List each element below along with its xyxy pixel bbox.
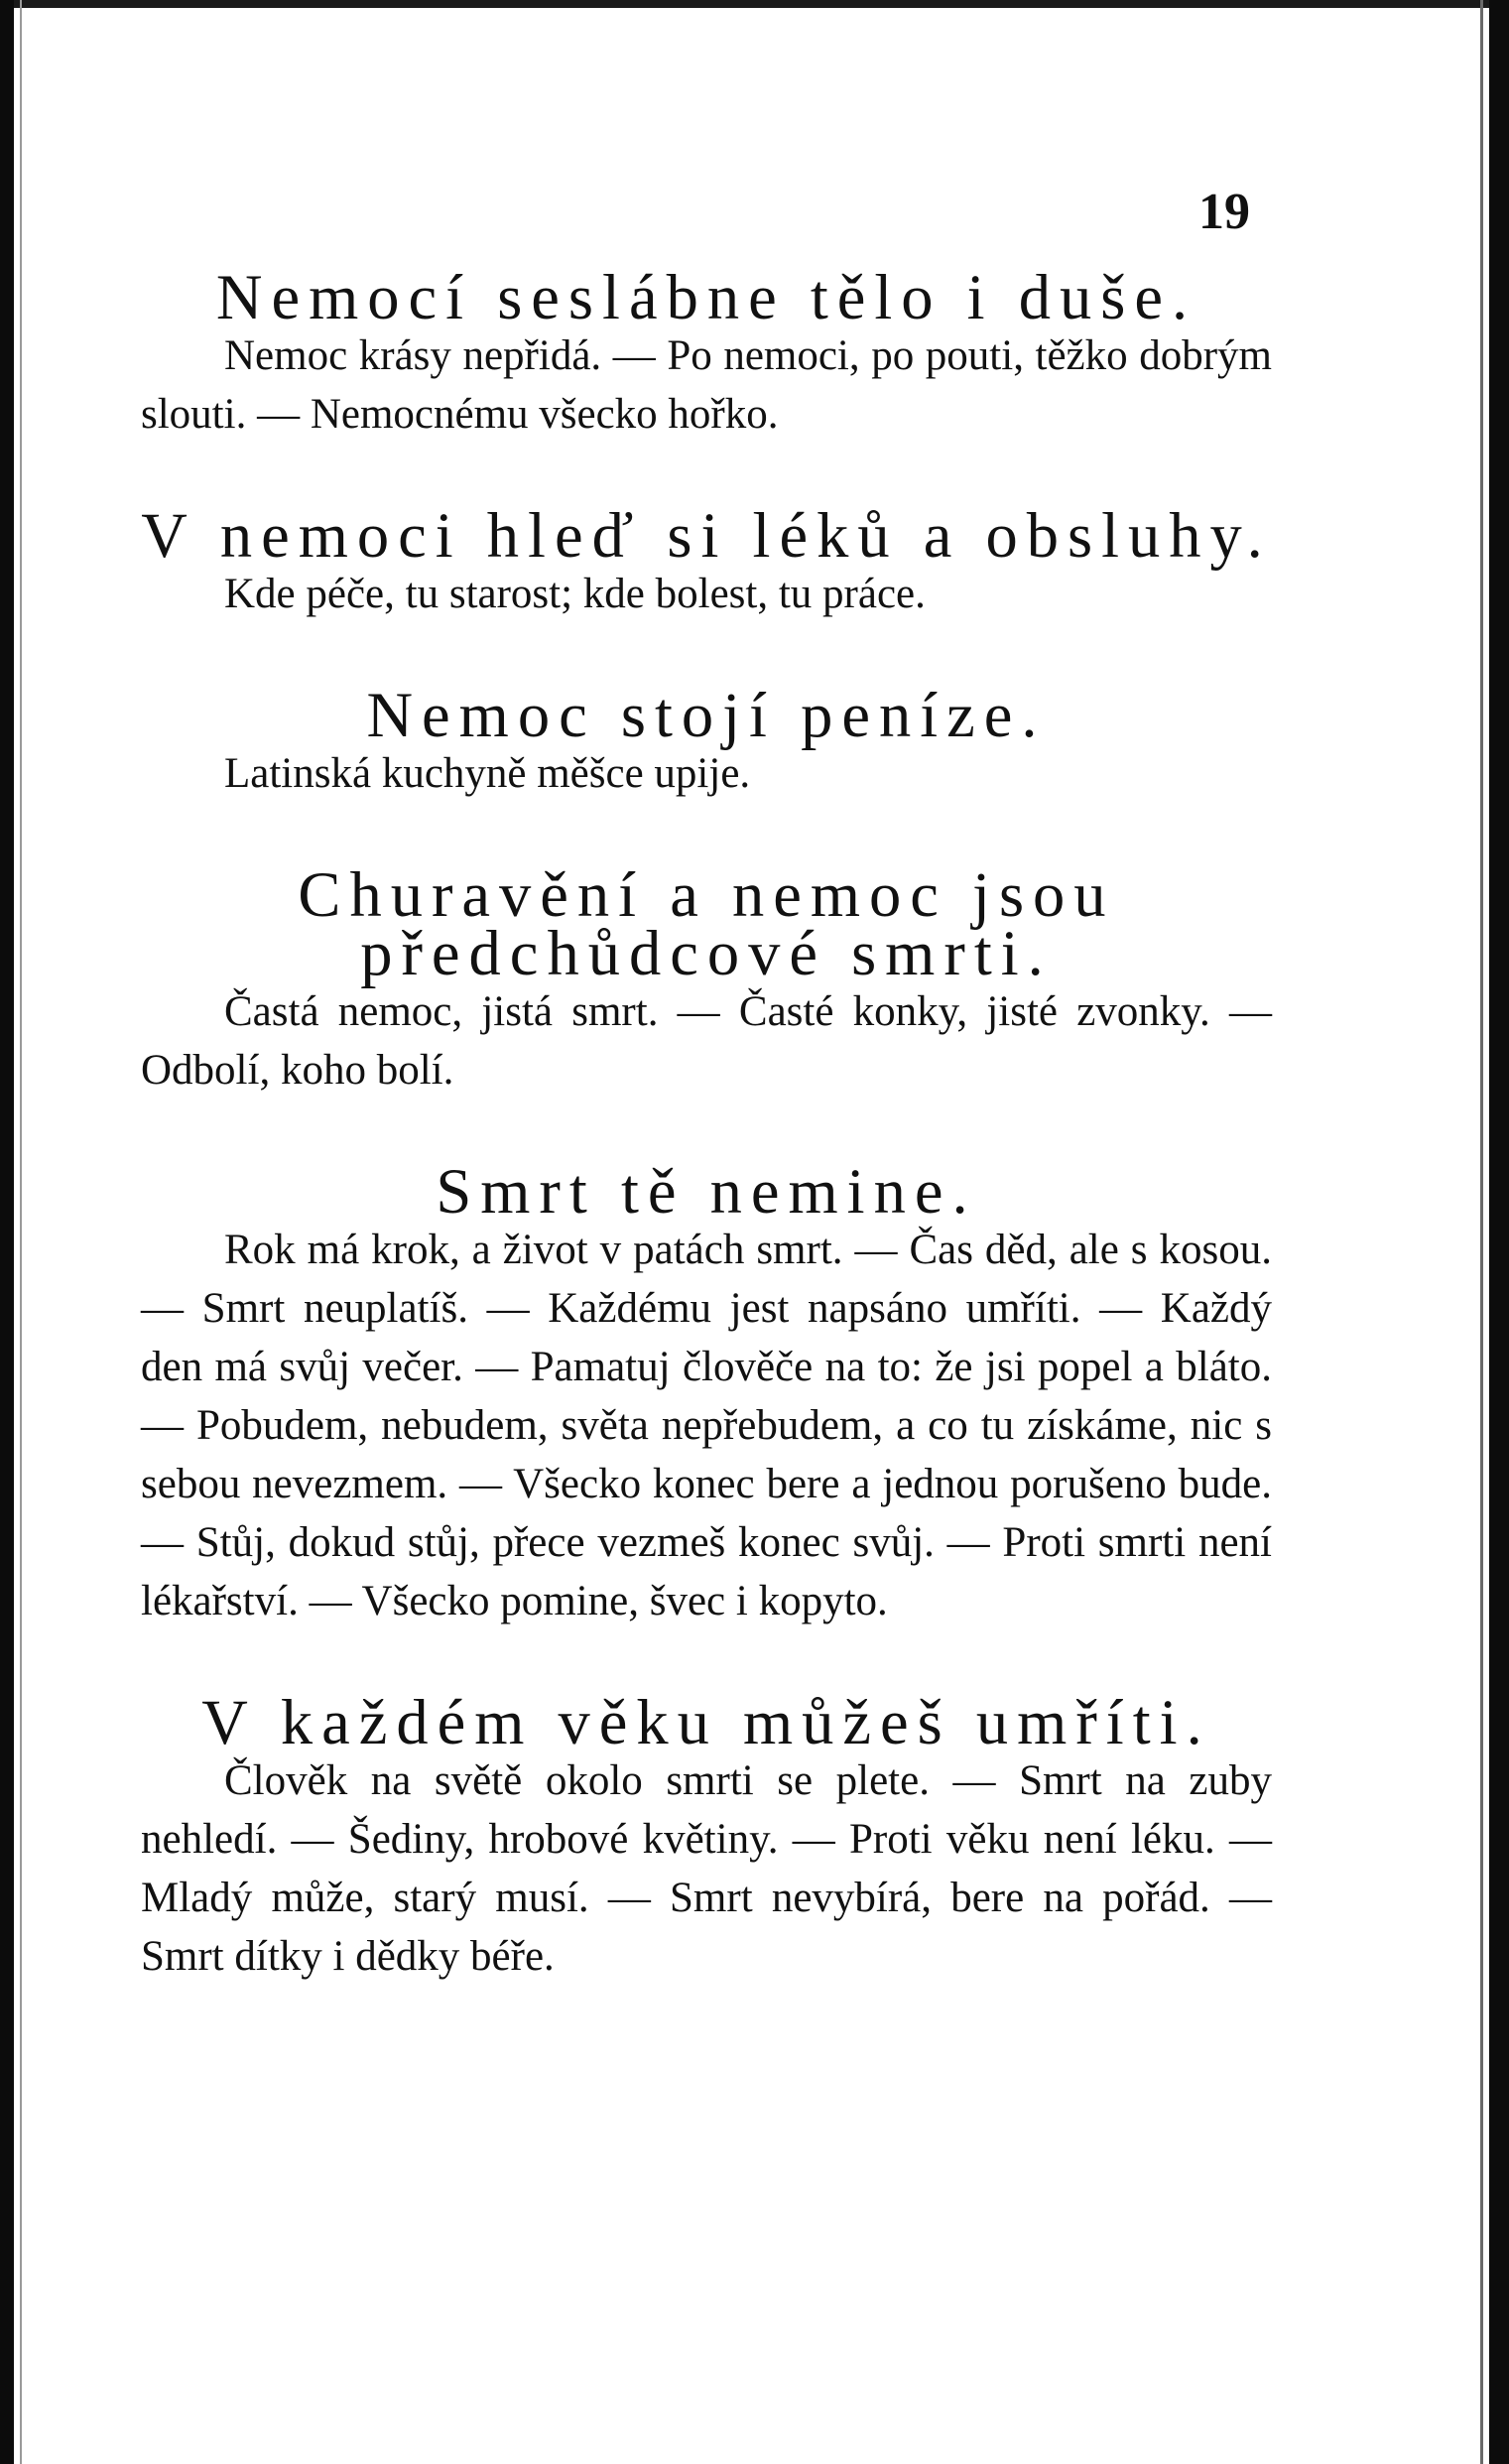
scan-edge-right-line: [1480, 0, 1483, 2464]
section-heading: Churavění a nemoc jsou předchůdcové smrti.: [298, 859, 1115, 988]
section-paragraph: Rok má krok, a život v patách smrt. — Čas děd, ale s kosou. — Smrt neuplatíš. — Každému jest napsáno umříti. — Každý den má svůj večer. — Pamatuj člověče na to: že jsi popel a bláto. — Pobudem, nebudem, světa nepřebudem, a co tu získáme, nic s sebou nevezmem. — Všecko konec bere a jednou porušeno bude. — Stůj, dokud stůj, přece vezmeš konec svůj. — Proti smrti není lékařství. — Všecko pomine, švec i kopyto.: [141, 1227, 1272, 1624]
page-text: [141, 262, 1272, 1986]
section-gap: [141, 1100, 1272, 1162]
section-paragraph: Nemoc krásy nepřidá. — Po nemoci, po pouti, těžko dobrým slouti. — Nemocnému všecko hořko.: [141, 332, 1272, 438]
section-heading: Smrt tě nemine.: [436, 1156, 977, 1227]
section-paragraph: Latinská kuchyně měšce upije.: [224, 750, 751, 797]
section-gap: [141, 1630, 1272, 1693]
section-heading: V nemoci hleď si léků a obsluhy.: [141, 500, 1272, 571]
page-number: 19: [1198, 184, 1250, 240]
section-gap: [141, 444, 1272, 506]
scan-edge-right: [1489, 0, 1509, 2464]
section-heading: Nemoc stojí peníze.: [366, 680, 1047, 750]
scan-edge-left-line: [20, 0, 22, 2464]
scan-edge-top: [0, 0, 1509, 8]
scan-edge-left: [0, 0, 14, 2464]
section-paragraph: Kde péče, tu starost; kde bolest, tu práce.: [224, 571, 926, 617]
section-heading: Nemocí seslábne tělo i duše.: [215, 262, 1197, 332]
section-heading: V každém věku můžeš umříti.: [201, 1687, 1211, 1757]
section-gap: [141, 803, 1272, 865]
section-paragraph: Častá nemoc, jistá smrt. — Časté konky, jisté zvonky. — Odbolí, koho bolí.: [141, 988, 1272, 1094]
section-gap: [141, 623, 1272, 686]
section-paragraph: Člověk na světě okolo smrti se plete. — Smrt na zuby nehledí. — Šediny, hrobové květiny. — Proti věku není léku. — Mladý může, starý musí. — Smrt nevybírá, bere na pořád. — Smrt dítky i dědky béře.: [141, 1757, 1272, 1980]
